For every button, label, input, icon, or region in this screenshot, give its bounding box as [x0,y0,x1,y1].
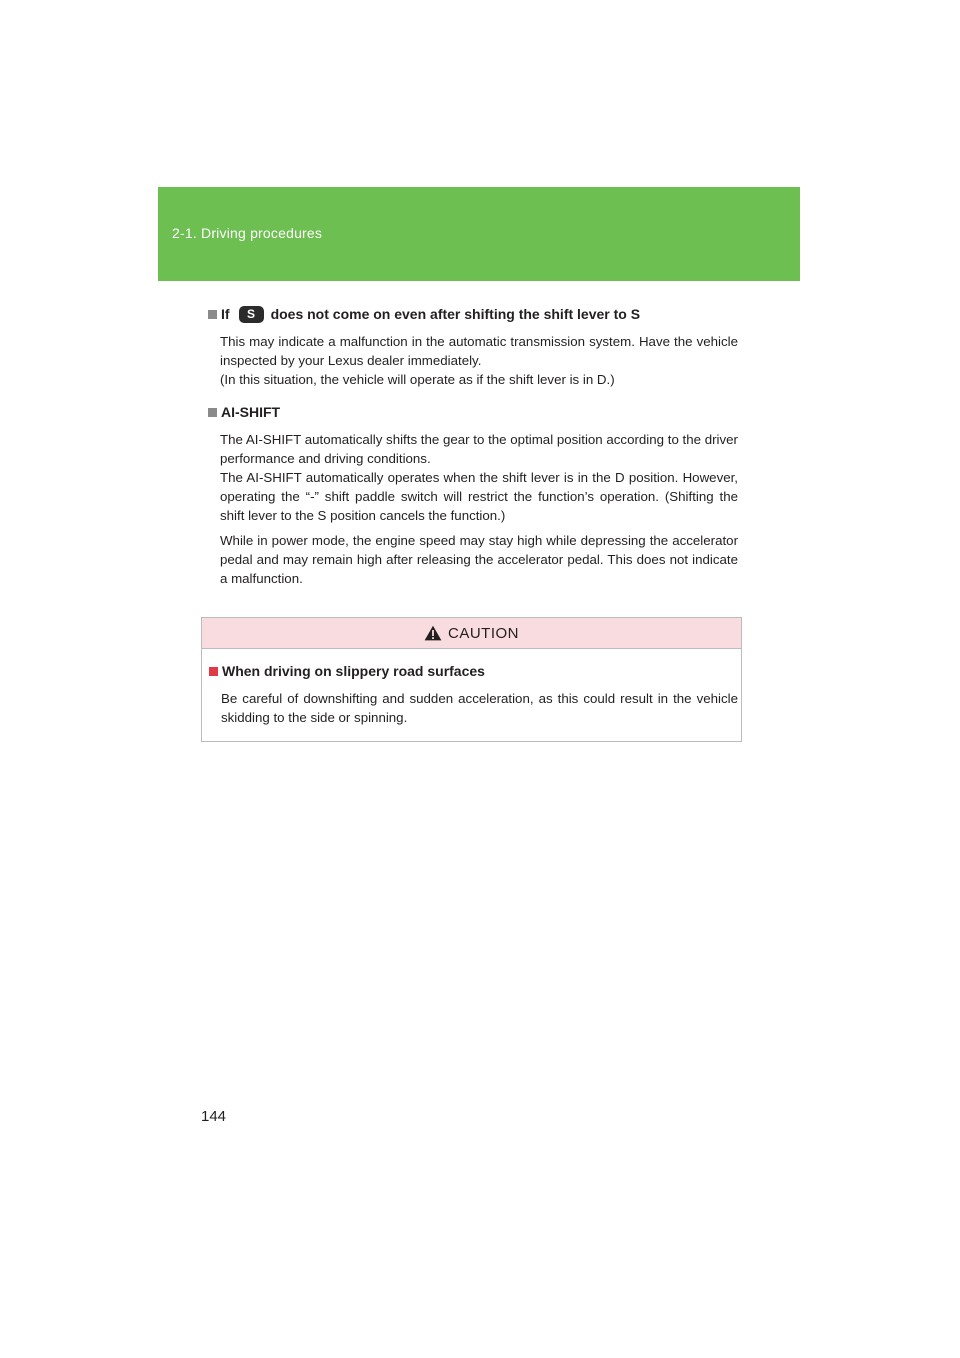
heading-text: AI-SHIFT [221,404,281,420]
caution-box [201,617,742,742]
page-number: 144 [201,1108,227,1125]
section-body [220,531,738,588]
heading-text-after: does not come on even after shifting the shift lever to S [270,306,641,322]
caution-header [202,618,741,649]
caution-heading-text: When driving on slippery road surfaces [222,663,485,679]
caution-body [202,649,741,727]
paragraph: (In this situation, the vehicle will operate as if the shift lever is in D.) [220,372,615,387]
caution-title: CAUTION [448,624,519,642]
chapter-header-band [158,187,800,281]
paragraph: This may indicate a malfunction in the automatic transmission system. Have the vehicle inspected by your Lexus dealer immediately. [220,334,738,368]
main-content [208,305,738,594]
caution-heading [209,662,741,680]
heading-text-before: If [221,306,230,322]
paragraph: The AI-SHIFT automatically shifts the gear to the optimal position according to the driver performance and driving conditions. [220,432,738,466]
section-title: 2-1. Driving procedures [172,225,323,241]
section-heading-ai-shift [208,403,738,421]
section-body [220,430,738,525]
paragraph: While in power mode, the engine speed may stay high while depressing the accelerator pedal and may remain high after releasing the accelerator pedal. This does not indicate a malfunction. [220,533,738,586]
paragraph: The AI-SHIFT automatically operates when the shift lever is in the D position. However, operating the “-” shift paddle switch will restrict the function’s operation. (Shifting the shift lever to the S position cancels the function.) [220,470,738,523]
section-heading-s-indicator [208,305,738,323]
square-bullet-icon [209,667,218,676]
caution-text: Be careful of downshifting and sudden acceleration, as this could result in the vehicle skidding to the side or spinning. [221,691,738,725]
square-bullet-icon [208,408,217,417]
s-indicator-icon: S [239,306,264,323]
section-body [220,332,738,389]
warning-triangle-icon [424,625,442,641]
square-bullet-icon [208,310,217,319]
